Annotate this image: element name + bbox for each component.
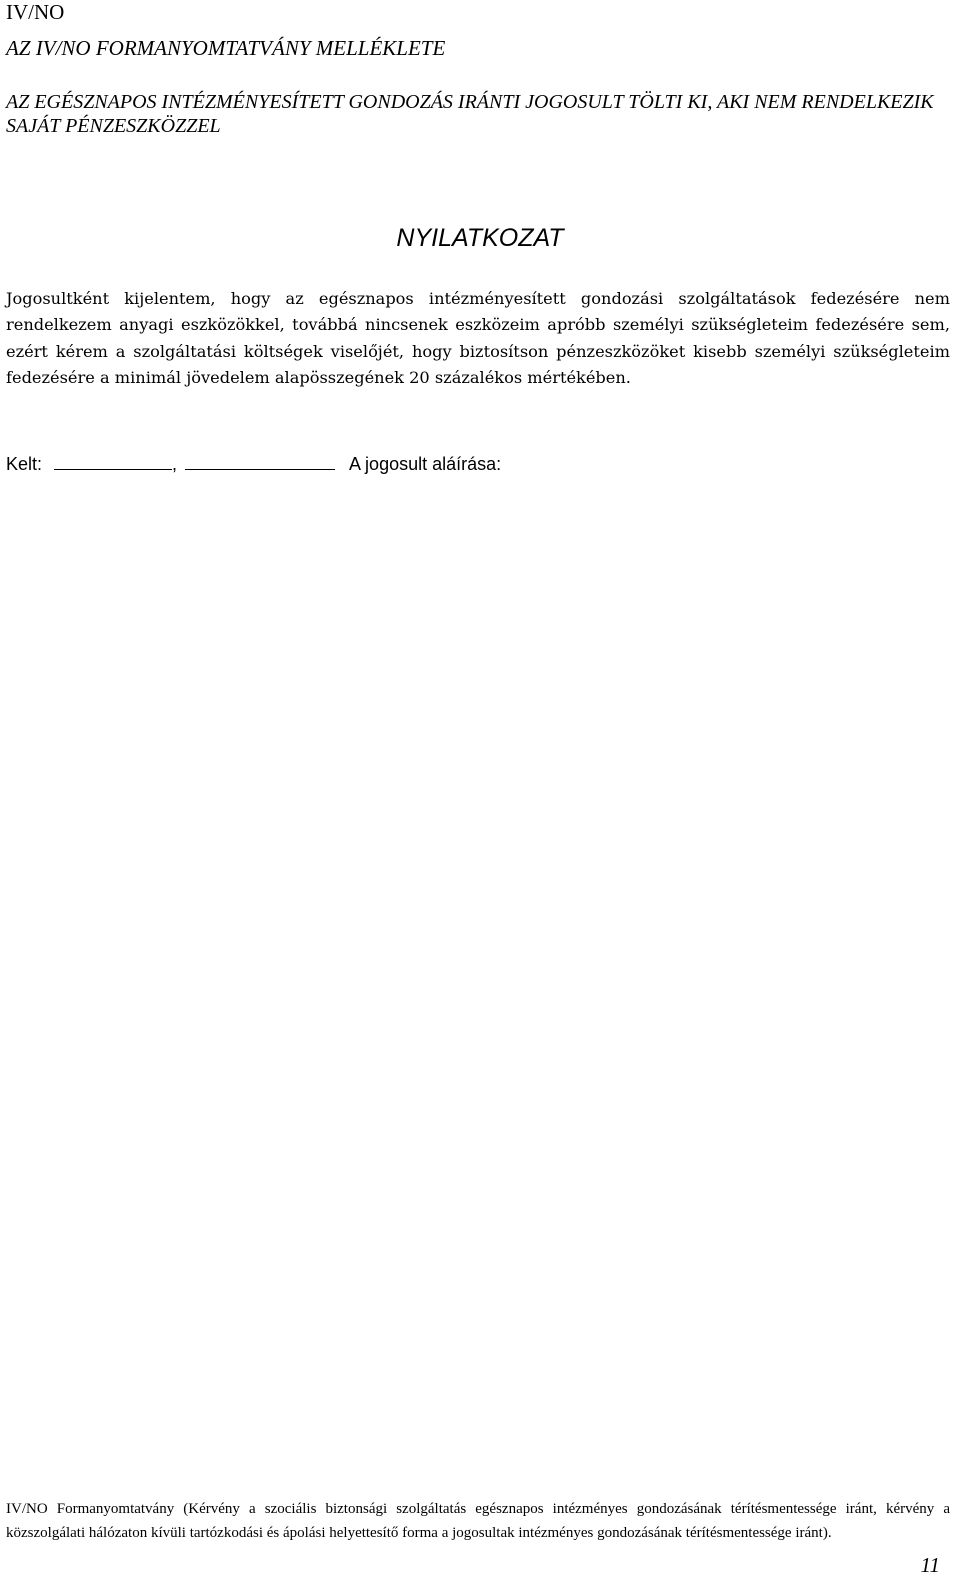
date-place-separator: , (172, 454, 178, 474)
date-field-blank[interactable] (54, 451, 172, 470)
signature-row (6, 451, 501, 475)
date-label: Kelt: (6, 454, 43, 474)
form-code: IV/NO (6, 0, 65, 24)
document-subtitle: AZ EGÉSZNAPOS INTÉZMÉNYESÍTETT GONDOZÁS IRÁNTI JOGOSULT TÖLTI KI, AKI NEM RENDELKEZIK SAJÁT PÉNZESZKÖZZEL (6, 91, 934, 137)
statement-paragraph: Jogosultként kijelentem, hogy az egésznapos intézményesített gondozási szolgáltatások fedezésére nem rendelkezem anyagi eszközökkel, továbbá nincsenek eszközeim apróbb személyi szükségleteim fedezésére sem, ezért kérem a szolgáltatási költségek viselőjét, hogy biztosítson pénzeszközöket kisebb személyi szükségleteim fedezésére a minimál jövedelem alapösszegének 20 százalékos mértékében. (6, 289, 950, 388)
page-footer: IV/NO Formanyomtatvány (Kérvény a szociális biztonsági szolgáltatás egésznapos intézményes gondozásának térítésmentessége iránt, kérvény a közszolgálati hálózaton kívüli tartózkodási és ápolási helyettesítő forma a jogosultak intézményes gondozásának térítésmentessége iránt). (6, 1501, 950, 1541)
signature-label: A jogosult aláírása: (349, 454, 502, 474)
place-field-blank[interactable] (185, 451, 335, 470)
page-number: 11 (920, 1553, 940, 1577)
annex-title: AZ IV/NO FORMANYOMTATVÁNY MELLÉKLETE (6, 36, 446, 60)
statement-heading: NYILATKOZAT (396, 224, 564, 252)
